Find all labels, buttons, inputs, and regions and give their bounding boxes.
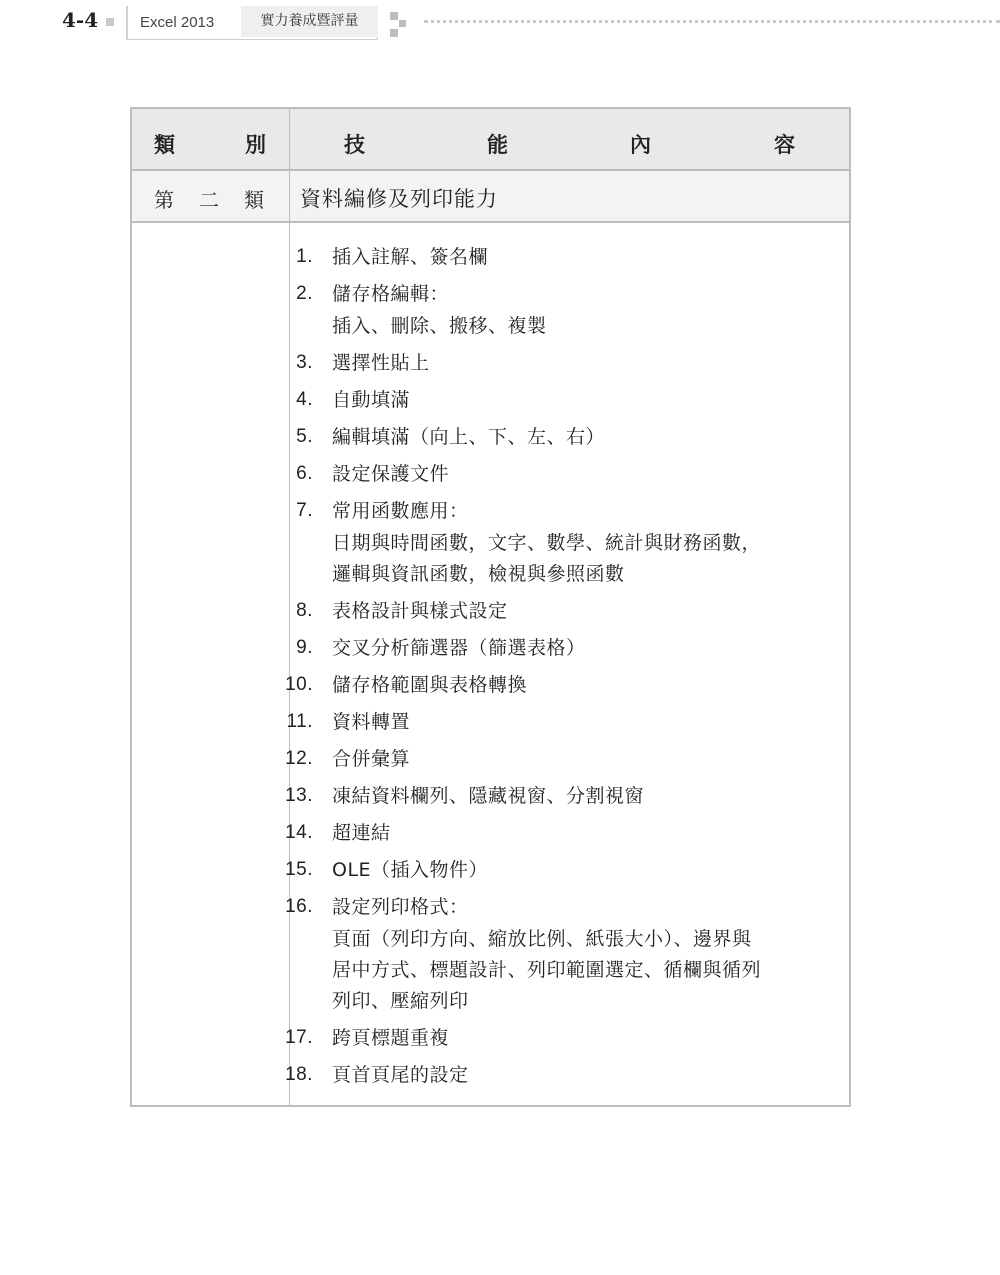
skill-list [285,243,830,1098]
list-item-text: 跨頁標題重複 [332,1027,450,1049]
list-item-number: 8. [296,600,313,621]
category-label-char: 類 [244,188,264,212]
list-item [290,386,830,414]
list-item-detail: 頁面（列印方向、縮放比例、紙張大小）、邊界與 [332,928,752,950]
list-item-number: 9. [296,637,313,658]
header-skills-char: 內 [630,133,651,157]
list-item [285,856,830,884]
book-title: Excel 2013 [140,14,215,31]
list-item-text: 自動填滿 [332,389,411,411]
header-skills-char: 技 [344,133,365,157]
list-item-number: 15. [285,859,313,880]
list-item-number: 7. [296,500,313,521]
list-item [285,893,830,1015]
list-item-number: 4. [296,389,313,410]
page-header [0,0,1000,50]
header-category-char: 類 [154,133,175,157]
list-item-text: 儲存格範圍與表格轉換 [332,674,528,696]
list-item-number: 11. [286,711,313,732]
header-skills-cell [290,109,849,169]
list-item-number: 17. [285,1027,313,1048]
category-label-cell [132,171,289,221]
header-square-ornament [106,18,114,26]
list-item-detail: 插入、刪除、搬移、複製 [332,315,547,337]
list-item [290,597,830,625]
header-title-box [126,6,378,40]
list-item-text: 超連結 [332,822,391,844]
list-item [290,423,830,451]
header-dotted-rule [424,20,1000,23]
list-item-detail: 邏輯與資訊函數，檢視與參照函數 [332,563,625,585]
list-item-text: 資料轉置 [332,711,411,733]
list-item-text: 交叉分析篩選器（篩選表格） [332,637,586,659]
list-item-number: 5. [296,426,313,447]
list-item-text: 表格設計與樣式設定 [332,600,508,622]
list-item [290,243,830,271]
skills-table [130,107,851,1107]
list-item-detail: 日期與時間函數，文字、數學、統計與財務函數， [332,532,762,554]
list-item-text: 常用函數應用： [332,500,469,522]
category-row [132,171,849,223]
list-item-text: 頁首頁尾的設定 [332,1064,469,1086]
list-item-number: 6. [296,463,313,484]
list-item [286,708,830,736]
list-item-text: 合併彙算 [332,748,411,770]
list-item [285,1024,830,1052]
list-item-text: 設定保護文件 [332,463,450,485]
list-item-number: 18. [285,1064,313,1085]
list-item-text: 凍結資料欄列、隱藏視窗、分割視窗 [332,785,645,807]
list-item [290,349,830,377]
list-item [285,745,830,773]
list-item-text: 選擇性貼上 [332,352,430,374]
list-item-detail: 居中方式、標題設計、列印範圍選定、循欄與循列 [332,959,762,981]
list-item [290,280,830,340]
list-item-number: 3. [296,352,313,373]
list-item-detail: 列印、壓縮列印 [332,990,469,1012]
category-label-char: 二 [199,188,219,212]
header-category-char: 別 [245,133,266,157]
header-skills-char: 能 [487,133,508,157]
list-item [290,634,830,662]
header-category-cell [132,109,289,169]
list-item [285,1061,830,1089]
list-item [285,671,830,699]
list-item-number: 12. [285,748,313,769]
table-header-row [132,109,849,171]
list-item-number: 1. [296,246,313,267]
list-item-text: 儲存格編輯： [332,283,450,305]
list-item [285,819,830,847]
list-item-text: 插入註解、簽名欄 [332,246,489,268]
list-item [285,782,830,810]
category-title: 資料編修及列印能力 [300,187,498,211]
page-number: 4-4 [62,8,99,32]
list-item-number: 14. [285,822,313,843]
list-item [290,497,830,588]
list-item-text: 編輯填滿（向上、下、左、右） [332,426,606,448]
list-item-text: OLE（插入物件） [332,859,489,881]
header-block-ornament [390,12,410,38]
list-item-text: 設定列印格式： [332,896,469,918]
header-skills-char: 容 [774,133,795,157]
list-item-number: 13. [285,785,313,806]
category-label-char: 第 [154,188,174,212]
list-item-number: 16. [285,896,313,917]
list-item [290,460,830,488]
section-tag: 實力養成暨評量 [241,6,378,37]
list-item-number: 10. [285,674,313,695]
list-item-number: 2. [296,283,313,304]
